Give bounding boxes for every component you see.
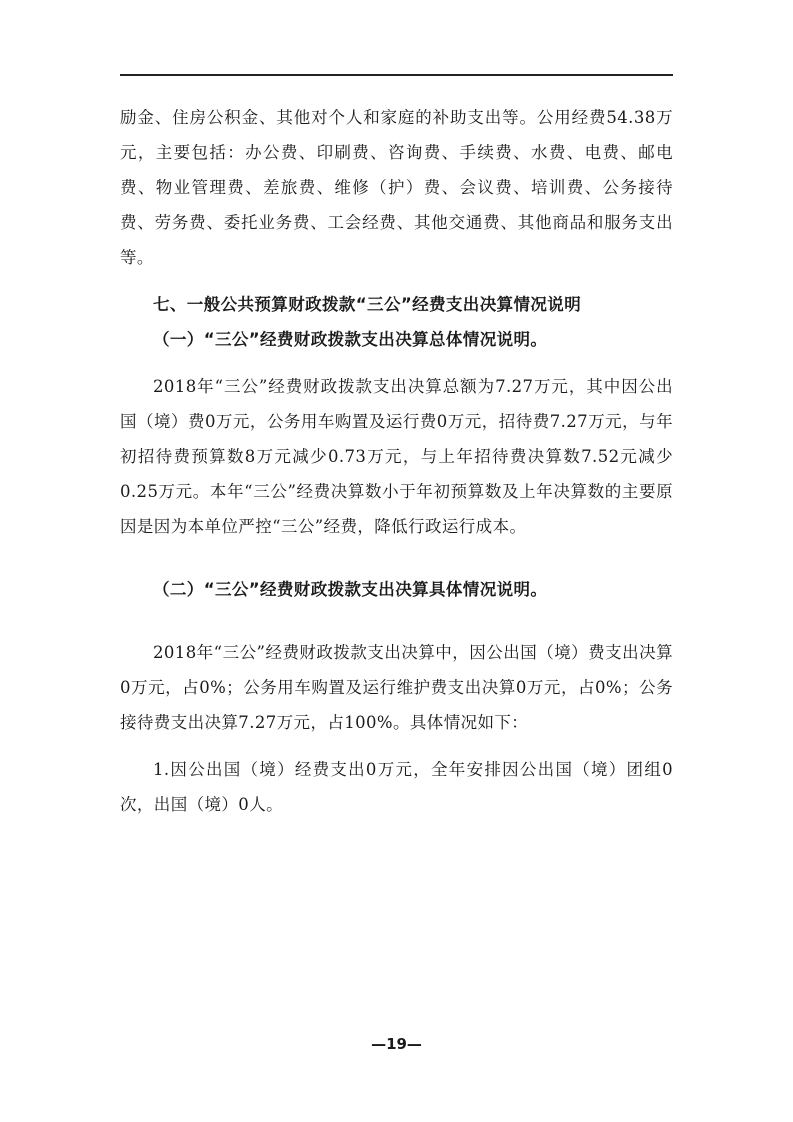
page-number: —19— (371, 1035, 422, 1053)
subsection-heading-1: （一）“三公”经费财政拨款支出决算总体情况说明。 (153, 330, 548, 349)
paragraph-overall: 2018年“三公”经费财政拨款支出决算总额为7.27万元，其中因公出国（境）费0万元，公务用车购置及运行费0万元，招待费7.27万元，与年初招待费预算数8万元减少0.73万元，与上年招待费决算数7.52元减少0.25万元。本年“三公”经费决算数小于年初预算数及上年决算数的主要原因是因为本单位严控“三公”经费，降低行政运行成本。 (120, 377, 673, 536)
paragraph-item-1: 1.因公出国（境）经费支出0万元，全年安排因公出国（境）团组0次，出国（境）0人。 (120, 760, 673, 814)
section-heading-7: 七、一般公共预算财政拨款“三公”经费支出决算情况说明 (153, 295, 582, 314)
paragraph-continued: 励金、住房公积金、其他对个人和家庭的补助支出等。公用经费54.38万元，主要包括：办公费、印刷费、咨询费、手续费、水费、电费、邮电费、物业管理费、差旅费、维修（护）费、会议费、培训费、公务接待费、劳务费、委托业务费、工会经费、其他交通费、其他商品和服务支出等。 (120, 108, 673, 267)
header-rule (120, 74, 673, 76)
document-body (120, 100, 673, 822)
subsection-heading-2: （二）“三公”经费财政拨款支出决算具体情况说明。 (153, 580, 548, 599)
paragraph-specific: 2018年“三公”经费财政拨款支出决算中，因公出国（境）费支出决算0万元，占0%；公务用车购置及运行维护费支出决算0万元，占0%；公务接待费支出决算7.27万元，占100%。具体情况如下： (120, 643, 673, 732)
